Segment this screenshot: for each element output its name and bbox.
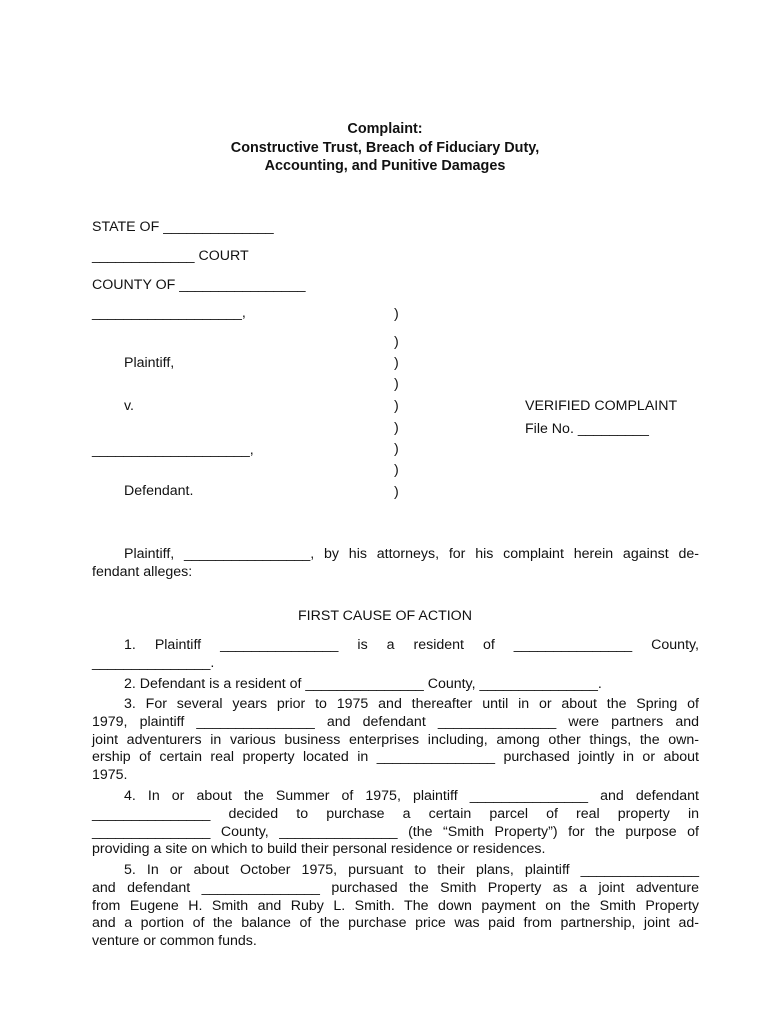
caption-paren: ) bbox=[394, 462, 399, 478]
caption-state: STATE OF ______________ bbox=[92, 219, 274, 235]
caption-doc-type: VERIFIED COMPLAINT bbox=[525, 398, 678, 414]
paragraph-line: 3. For several years prior to 1975 and thereafter until in or about the Spring of bbox=[124, 696, 699, 712]
paragraph-line: providing a site on which to build their personal residence or residences. bbox=[92, 841, 546, 858]
intro-paragraph bbox=[92, 546, 699, 582]
paragraph-line: 2. Defendant is a resident of _______________ County, _______________. bbox=[124, 676, 602, 692]
caption-paren: ) bbox=[394, 420, 399, 436]
paragraph-line: and defendant _______________ purchased the Smith Property as a joint adventure bbox=[92, 879, 699, 896]
paragraph-3 bbox=[92, 696, 699, 785]
paragraph-2 bbox=[92, 676, 699, 694]
paragraph-line: venture or common funds. bbox=[92, 933, 257, 950]
section-heading: FIRST CAUSE OF ACTION bbox=[298, 608, 472, 624]
paragraph-line: and a portion of the balance of the purchase price was paid from partnership, joint ad- bbox=[92, 915, 699, 932]
caption-file-no: File No. _________ bbox=[525, 421, 649, 437]
paragraph-line: 1975. bbox=[92, 767, 128, 784]
paragraph-1 bbox=[92, 637, 699, 673]
caption-paren: ) bbox=[394, 376, 399, 392]
paragraph-4 bbox=[92, 788, 699, 859]
caption-defendant-label: Defendant. bbox=[124, 483, 194, 499]
intro-line: fendant alleges: bbox=[92, 563, 193, 580]
paragraph-line: 1. Plaintiff _______________ is a resident of _______________ County, bbox=[124, 637, 699, 653]
document-title-line-3: Accounting, and Punitive Damages bbox=[264, 158, 506, 174]
caption-paren: ) bbox=[394, 306, 399, 322]
paragraph-line: 4. In or about the Summer of 1975, plaintiff _______________ and defendant bbox=[124, 788, 699, 804]
caption-plaintiff-blank: ___________________, bbox=[92, 305, 246, 321]
paragraph-5 bbox=[92, 862, 699, 951]
paragraph-line: ership of certain real property located in _______________ purchased jointly in or about bbox=[92, 749, 699, 766]
paragraph-line: joint adventurers in various business enterprises including, among other things, the own- bbox=[92, 731, 699, 748]
paragraph-line: from Eugene H. Smith and Ruby L. Smith. The down payment on the Smith Property bbox=[92, 897, 699, 914]
caption-versus: v. bbox=[124, 398, 134, 414]
caption-paren: ) bbox=[394, 484, 399, 500]
paragraph-line: 1979, plaintiff _______________ and defendant _______________ were partners and bbox=[92, 713, 699, 730]
caption-defendant-blank: ____________________, bbox=[92, 442, 254, 458]
caption-court: _____________ COURT bbox=[92, 248, 249, 264]
caption-paren: ) bbox=[394, 355, 399, 371]
caption-plaintiff-label: Plaintiff, bbox=[124, 355, 175, 371]
caption-paren: ) bbox=[394, 441, 399, 457]
paragraph-line: 5. In or about October 1975, pursuant to their plans, plaintiff _______________ bbox=[124, 862, 699, 878]
caption-paren: ) bbox=[394, 398, 399, 414]
caption-paren: ) bbox=[394, 334, 399, 350]
document-title-line-1: Complaint: bbox=[347, 121, 423, 137]
paragraph-line: _______________ County, _______________ (the “Smith Property”) for the purpose of bbox=[92, 823, 699, 840]
paragraph-line: _______________ decided to purchase a certain parcel of real property in bbox=[92, 805, 699, 822]
paragraph-line: _______________. bbox=[92, 654, 215, 671]
caption-county: COUNTY OF ________________ bbox=[92, 277, 306, 293]
intro-line: Plaintiff, ________________, by his attorneys, for his complaint herein against de- bbox=[124, 546, 699, 562]
document-title-line-2: Constructive Trust, Breach of Fiduciary Duty, bbox=[230, 140, 540, 156]
